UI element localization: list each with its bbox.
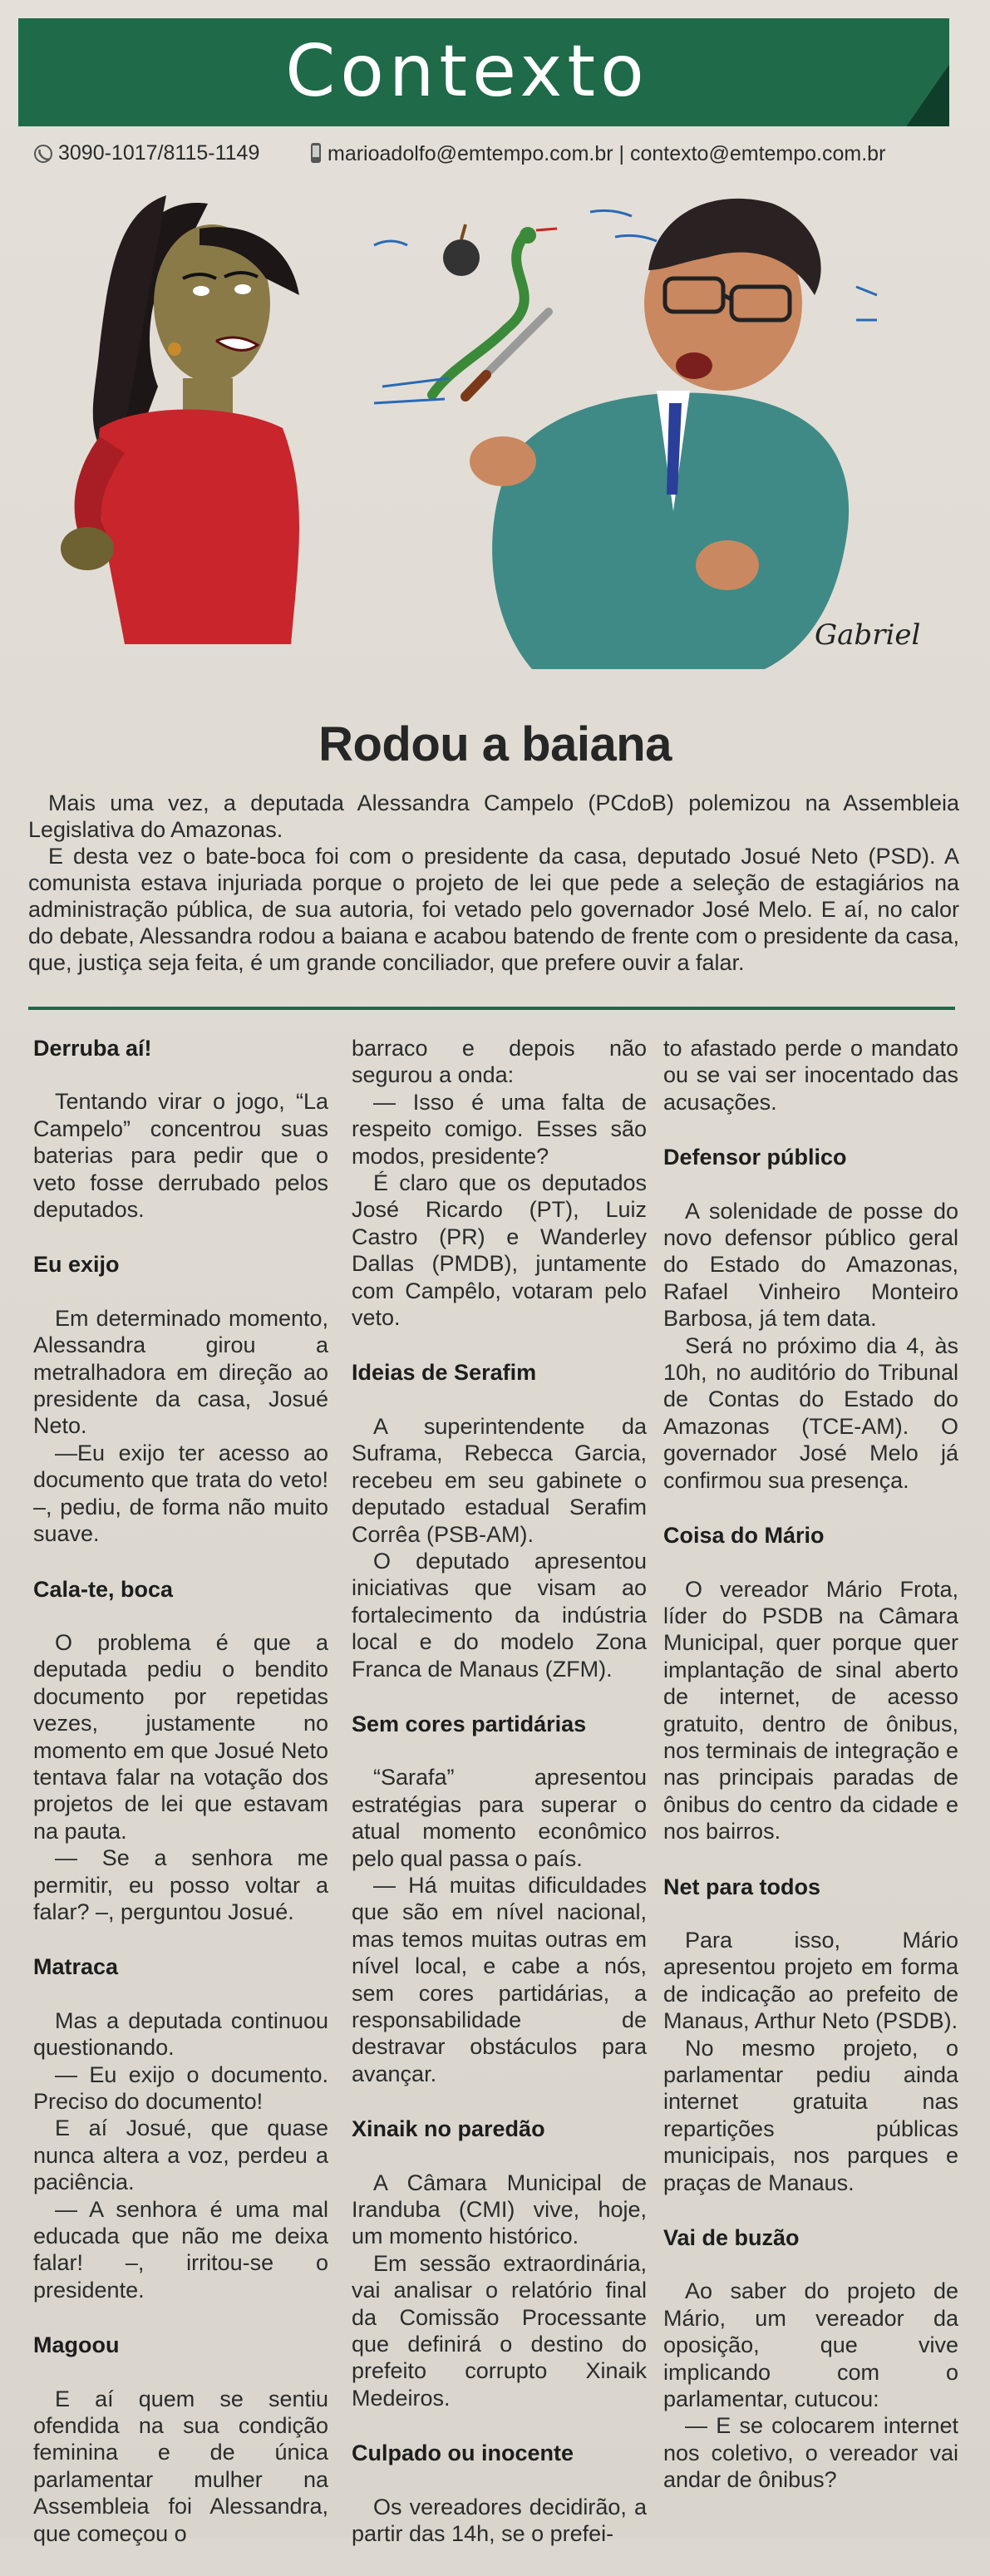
mobile-icon	[309, 141, 323, 165]
note-paragraph: Tentando virar o jogo, “La Campelo” concentrou suas baterias para pedir que o veto fosse derrubado pelos deputados.	[33, 1089, 328, 1223]
note-heading: Ideias de Serafim	[352, 1360, 537, 1386]
section-divider	[28, 1007, 955, 1010]
note-heading: Matraca	[33, 1954, 119, 1980]
note-section	[352, 2440, 647, 2547]
note-paragraph: Os vereadores decidirão, a partir das 14h, se o prefei-	[352, 2494, 647, 2547]
phone-contact	[33, 141, 259, 165]
phone-number: 3090-1017/8115-1149	[58, 141, 260, 165]
note-paragraph: barraco e depois não segurou a onda:	[352, 1036, 647, 1088]
note-section	[33, 1035, 328, 1223]
lead-paragraph: E desta vez o bate-boca foi com o presidente da casa, deputado Josué Neto (PSD). A comunista estava injuriada porque o projeto de lei que pede a seleção de estagiários na administração pública, de sua autoria, foi vetado pelo governador José Melo. E aí, no calor do debate, Alessandra rodou a baiana e acabou batendo de frente com o presidente da casa, que, justiça seja feita, é um grande conciliador, que prefere ouvir a falar.	[28, 844, 959, 975]
cartoon-illustration	[17, 179, 973, 702]
note-heading: Vai de buzão	[663, 2225, 800, 2251]
note-heading: Sem cores partidárias	[352, 1711, 587, 1736]
note-paragraph: A Câmara Municipal de Iranduba (CMI) vive, hoje, um momento histórico.	[352, 2170, 647, 2249]
note-heading: Eu exijo	[33, 1252, 120, 1278]
note-section	[663, 1144, 958, 1494]
note-section	[33, 1953, 328, 2303]
note-paragraph: Em sessão extraordinária, vai analisar o relatório final da Comissão Processante que definirá o destino do prefeito corrupto Xinaik Medeiros.	[352, 2250, 647, 2411]
note-continuation	[663, 1035, 958, 1116]
column-2	[352, 1035, 647, 2576]
note-section	[33, 1576, 328, 1926]
section-header	[18, 18, 949, 126]
contact-line	[33, 141, 931, 175]
note-paragraph: Será no próximo dia 4, às 10h, no auditório do Tribunal de Contas do Estado do Amazonas (TCE-AM). O governador José Melo já confirmou sua presença.	[663, 1332, 958, 1493]
note-paragraph: O vereador Mário Frota, líder do PSDB na Câmara Municipal, quer porque quer implantação de sinal aberto de internet, de acesso gratuito, dentro de ônibus, nos terminais de integração e nas principais paradas de ônibus do centro da cidade e nos bairros.	[663, 1576, 958, 1845]
note-paragraph: Para isso, Mário apresentou projeto em forma de indicação ao prefeito de Manaus, Arthur Neto (PSDB).	[663, 1927, 958, 2034]
notes-columns	[25, 1035, 968, 2547]
note-heading: Xinaik no paredão	[352, 2116, 545, 2142]
note-paragraph: — Se a senhora me permitir, eu posso voltar a falar? –, perguntou Josué.	[33, 1845, 328, 1924]
note-paragraph: O problema é que a deputada pediu o bendito documento por repetidas vezes, justamente no momento em que Josué Neto tentava falar na votação dos projetos de lei que estavam na pauta.	[33, 1629, 328, 1844]
note-paragraph: — Eu exijo o documento. Preciso do documento!	[33, 2061, 328, 2114]
note-paragraph: — A senhora é uma mal educada que não me deixa falar! –, irritou-se o presidente.	[33, 2196, 328, 2303]
note-section	[663, 1874, 958, 2196]
note-paragraph: —Eu exijo ter acesso ao documento que trata do veto! –, pediu, de forma não muito suave.	[33, 1440, 328, 1547]
lead-paragraph: Mais uma vez, a deputada Alessandra Campelo (PCdoB) polemizou na Assembleia Legislativa do Amazonas.	[28, 791, 959, 842]
email-addresses: marioadolfo@emtempo.com.br | contexto@emtempo.com.br	[328, 142, 886, 165]
note-paragraph: E aí Josué, que quase nunca altera a voz, perdeu a paciência.	[33, 2115, 328, 2195]
note-paragraph: to afastado perde o mandato ou se vai ser inocentado das acusações.	[663, 1036, 958, 1115]
note-paragraph: O deputado apresentou iniciativas que visam ao fortalecimento da indústria local e do modelo Zona Franca de Manaus (ZFM).	[352, 1548, 647, 1682]
note-section	[352, 1359, 647, 1682]
note-section	[352, 1711, 647, 2087]
note-heading: Net para todos	[663, 1874, 821, 1899]
phone-icon	[33, 144, 53, 164]
note-section	[33, 1251, 328, 1547]
note-section	[33, 2332, 328, 2547]
email-contact	[309, 141, 885, 166]
cartoonist-signature: Gabriel	[815, 618, 921, 652]
note-paragraph: Em determinado momento, Alessandra girou a metralhadora em direção ao presidente da casa, Josué Neto.	[33, 1305, 328, 1439]
section-title: Contexto	[285, 30, 649, 113]
headline: Rodou a baiana	[318, 717, 672, 771]
note-paragraph: E aí quem se sentiu ofendida na sua condição feminina e de única parlamentar mulher na Assembleia foi Alessandra, que começou o	[33, 2386, 328, 2546]
column-1	[33, 1035, 328, 2575]
note-paragraph: Mas a deputada continuou questionando.	[33, 2007, 328, 2061]
political-cartoon	[17, 179, 973, 702]
note-paragraph: Ao saber do projeto de Mário, um vereador da oposição, que vive implicando com o parlamentar, cutucou:	[663, 2278, 958, 2412]
note-paragraph: — Isso é uma falta de respeito comigo. Esses são modos, presidente?	[352, 1089, 647, 1169]
note-heading: Derruba aí!	[33, 1036, 152, 1061]
lead-article-body	[28, 790, 959, 976]
column-3	[663, 1035, 958, 2522]
note-heading: Coisa do Mário	[663, 1523, 825, 1549]
note-section	[352, 2115, 647, 2411]
note-paragraph: — Há muitas dificuldades que são em nível nacional, mas temos muitas outras em nível local, e cabe a nós, sem cores partidárias, a responsabilidade de destravar obstáculos para avançar.	[352, 1872, 647, 2086]
note-paragraph: No mesmo projeto, o parlamentar pediu ainda internet gratuita nas repartições públicas municipais, nos parques e praças de Manaus.	[663, 2035, 958, 2195]
note-heading: Cala-te, boca	[33, 1576, 174, 1602]
note-paragraph: “Sarafa” apresentou estratégias para superar o atual momento econômico pelo qual passa o país.	[352, 1765, 647, 1871]
note-paragraph: A solenidade de posse do novo defensor público geral do Estado do Amazonas, Rafael Vinheiro Monteiro Barbosa, já tem data.	[663, 1198, 958, 1332]
note-paragraph: A superintendente da Suframa, Rebecca Garcia, recebeu em seu gabinete o deputado estadual Serafim Corrêa (PSB-AM).	[352, 1413, 647, 1547]
note-paragraph: É claro que os deputados José Ricardo (PT), Luiz Castro (PR) e Wanderley Dallas (PMDB), juntamente com Campêlo, votaram pelo veto.	[352, 1170, 647, 1331]
note-heading: Defensor público	[663, 1145, 847, 1170]
note-heading: Culpado ou inocente	[352, 2441, 574, 2466]
note-heading: Magoou	[33, 2332, 120, 2358]
note-paragraph: — E se colocarem internet nos coletivo, o vereador vai andar de ônibus?	[663, 2413, 958, 2493]
note-section	[663, 1522, 958, 1845]
note-section	[663, 2224, 958, 2494]
note-continuation	[352, 1035, 647, 1331]
